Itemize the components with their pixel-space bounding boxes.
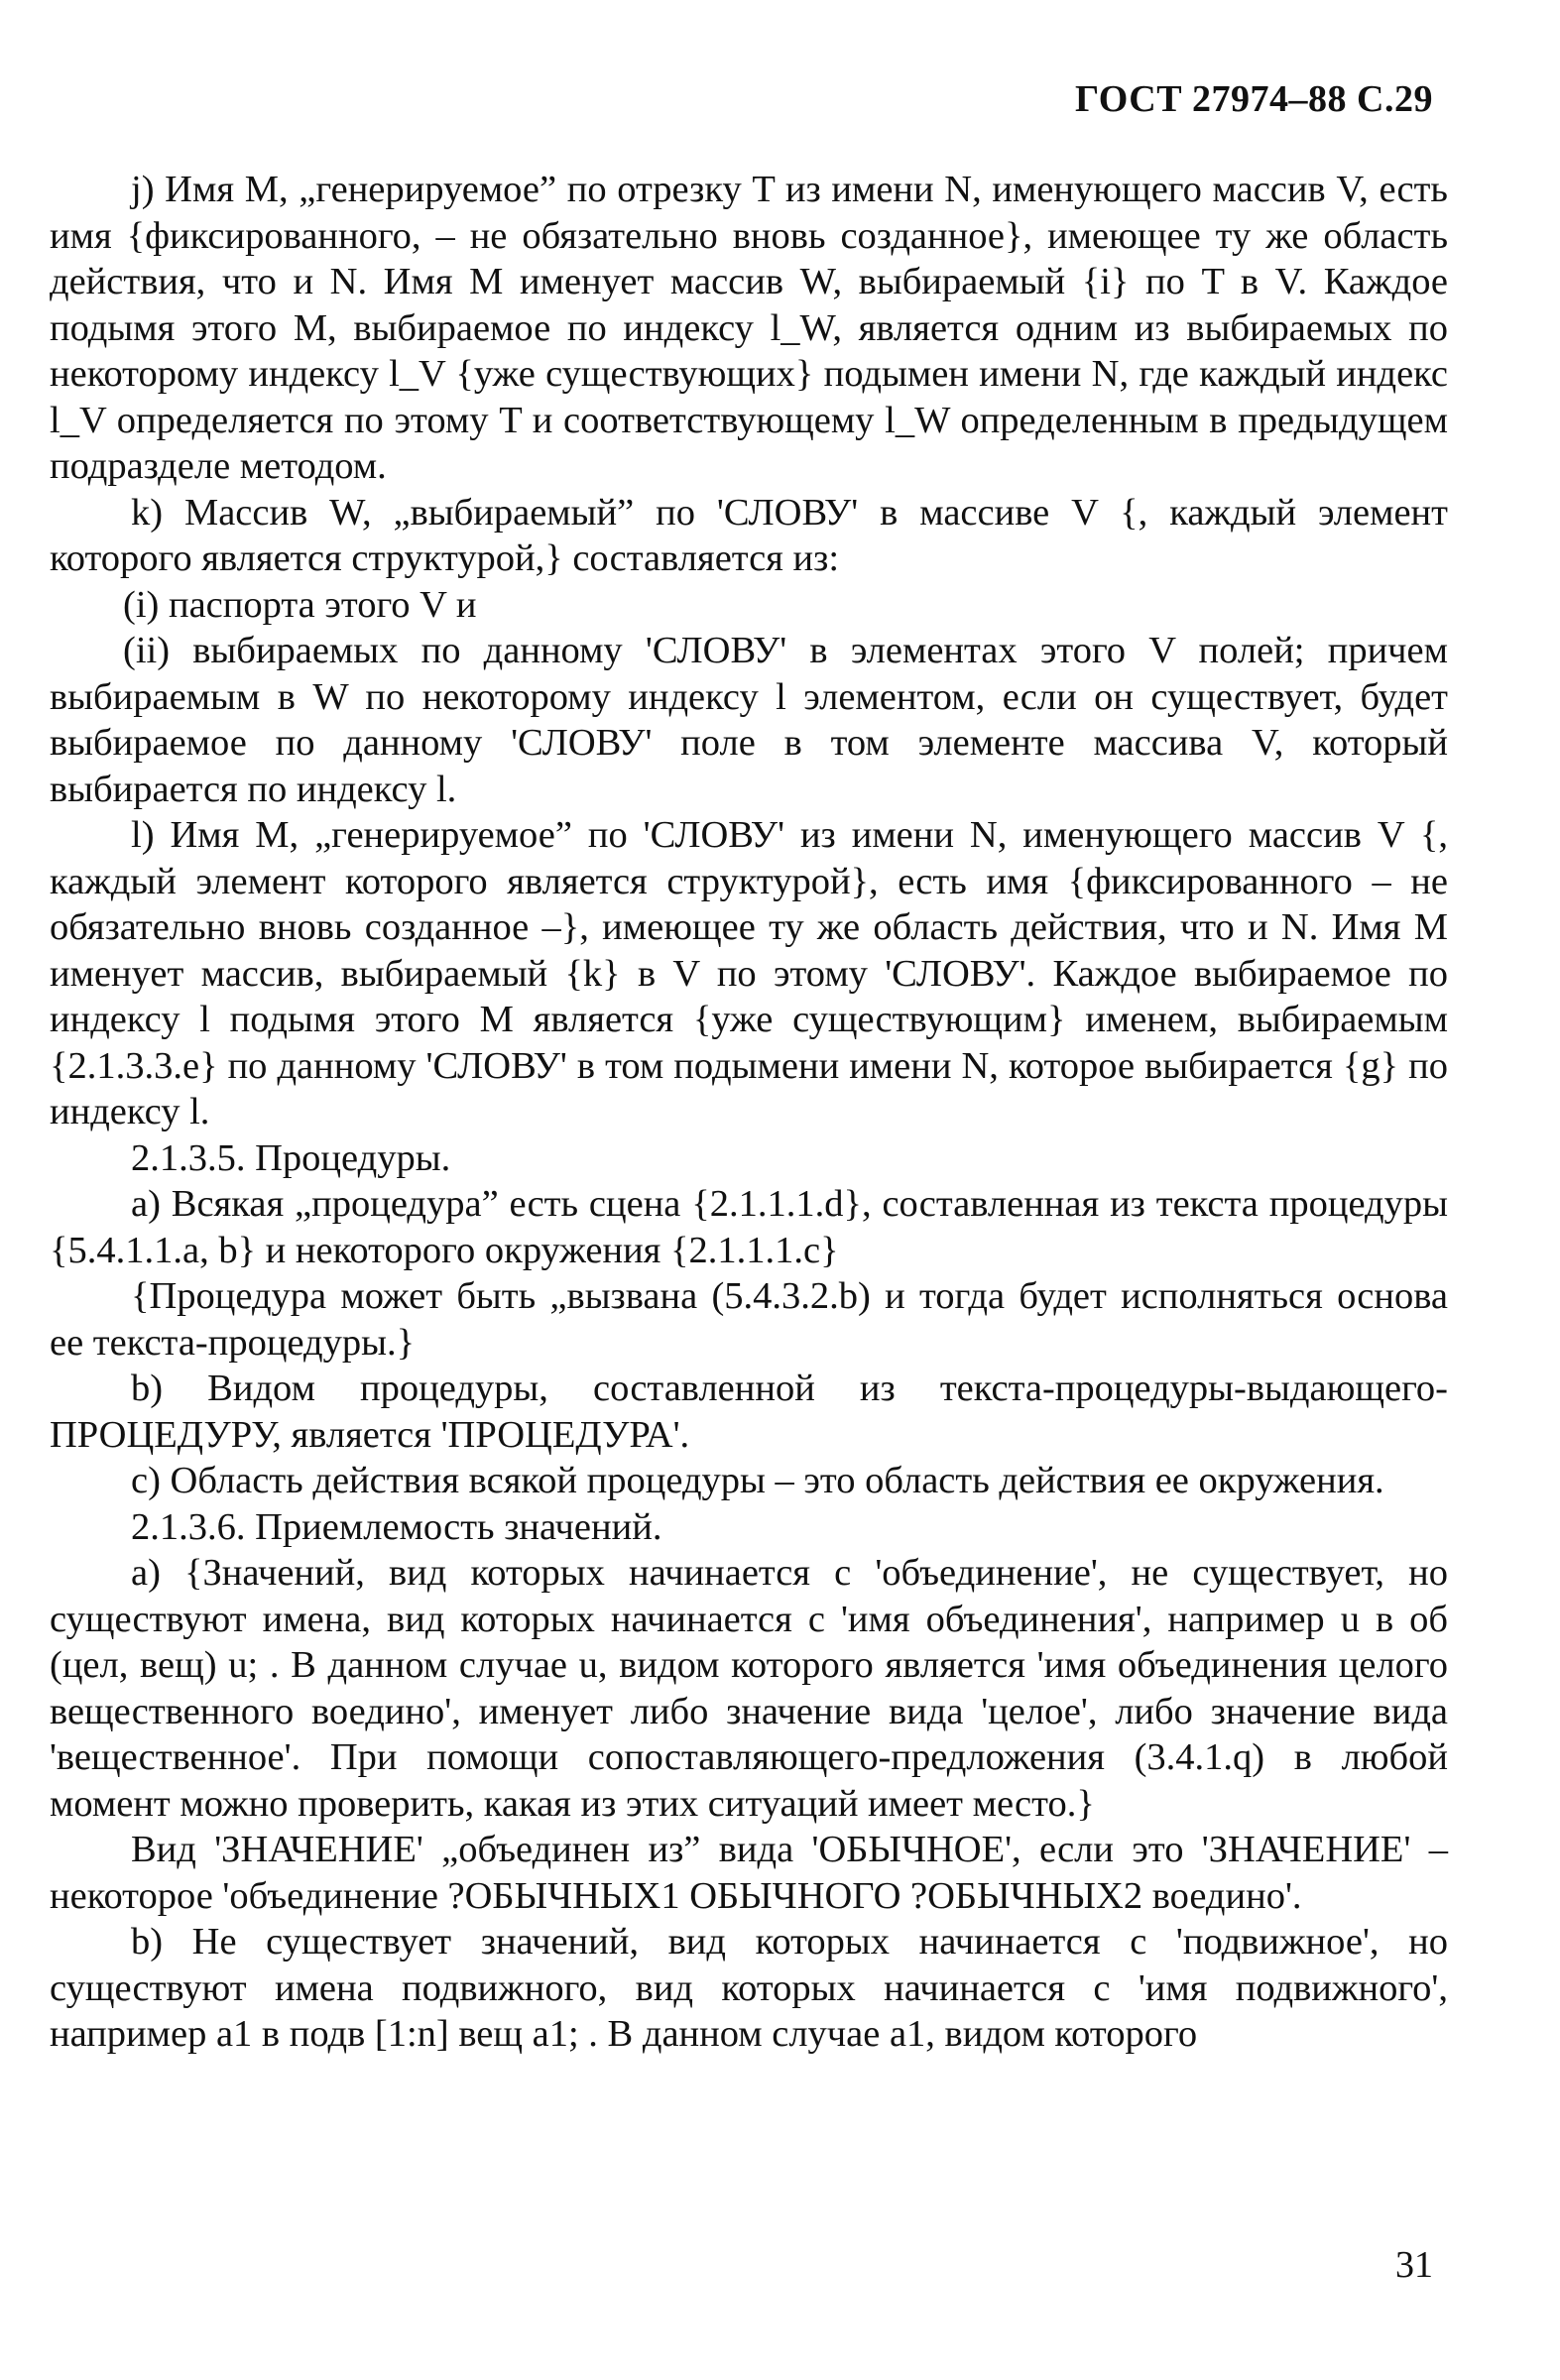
paragraph-k-i: (i) паспорта этого V и <box>123 583 477 626</box>
paragraph-procedures-c: c) Область действия всякой процедуры – это область действия ее окружения. <box>131 1460 1384 1501</box>
page-number: 31 <box>1395 2244 1433 2286</box>
body-text <box>50 167 1448 2058</box>
paragraph-procedures-note: {Процедура может быть „вызвана (5.4.3.2.b) и тогда будет исполняться основа ее текста-процедуры.} <box>50 1275 1448 1364</box>
paragraph-values-a: a) {Значений, вид которых начинается с 'объединение', не существует, но существуют имена, вид которых начинается с 'имя объединения', например u в об (цел, вещ) u; . В данном случае u, видом которого является 'имя объединения целого вещественного воедино', именует либо значение вида 'целое', либо значение вида 'вещественное'. При помощи сопоставляющего-предложения (3.4.1.q) в любой момент можно проверить, какая из этих ситуаций имеет место.} <box>50 1552 1448 1825</box>
paragraph-l: l) Имя M, „генерируемое” по 'СЛОВУ' из имени N, именующего массив V {, каждый элемент которого является структурой}, есть имя {фиксированного – не обязательно вновь созданное –}, имеющее ту же область действия, что и N. Имя M именует массив, выбираемый {k} в V по этому 'СЛОВУ'. Каждое выбираемое по индексу l подымя этого M является {уже существующим} именем, выбираемым {2.1.3.3.e} по данному 'СЛОВУ' в том подымени имени N, которое выбирается {g} по индексу l. <box>50 814 1448 1132</box>
section-heading-2-1-3-5: 2.1.3.5. Процедуры. <box>131 1136 451 1179</box>
page-header: ГОСТ 27974–88 С.29 <box>1075 78 1433 120</box>
paragraph-procedures-a: a) Всякая „процедура” есть сцена {2.1.1.1.d}, составленная из текста процедуры {5.4.1.1.a, b} и некоторого окружения {2.1.1.1.c} <box>50 1183 1448 1271</box>
paragraph-k: k) Массив W, „выбираемый” по 'СЛОВУ' в массиве V {, каждый элемент которого является структурой,} составляется из: <box>50 491 1448 579</box>
section-heading-2-1-3-6: 2.1.3.6. Приемлемость значений. <box>131 1505 662 1548</box>
paragraph-values-b: b) Не существует значений, вид которых начинается с 'подвижное', но существуют имена подвижного, вид которых начинается с 'имя подвижного', например a1 в подв [1:n] вещ a1; . В данном случае a1, видом которого <box>50 1921 1448 2055</box>
paragraph-values-union: Вид 'ЗНАЧЕНИЕ' „объединен из” вида 'ОБЫЧНОЕ', если это 'ЗНАЧЕНИЕ' – некоторое 'объединение ?ОБЫЧНЫХ1 ОБЫЧНОГО ?ОБЫЧНЫХ2 воедино'. <box>50 1829 1448 1917</box>
paragraph-j: j) Имя M, „генерируемое” по отрезку T из имени N, именующего массив V, есть имя {фиксированного, – не обязательно вновь созданное}, имеющее ту же область действия, что и N. Имя M именует массив W, выбираемый {i} по T в V. Каждое подымя этого M, выбираемое по индексу l_W, является одним из выбираемых по некоторому индексу l_V {уже существующих} подымен имени N, где каждый индекс l_V определяется по этому T и соответствующему l_W определенным в предыдущем подразделе методом. <box>50 169 1448 487</box>
paragraph-procedures-b: b) Видом процедуры, составленной из текста-процедуры-выдающего-ПРОЦЕДУРУ, является 'ПРОЦЕДУРА'. <box>50 1368 1448 1456</box>
paragraph-k-ii: (ii) выбираемых по данному 'СЛОВУ' в элементах этого V полей; причем выбираемым в W по некоторому индексу l элементом, если он существует, будет выбираемое по данному 'СЛОВУ' поле в том элементе массива V, который выбирается по индексу l. <box>50 630 1448 810</box>
